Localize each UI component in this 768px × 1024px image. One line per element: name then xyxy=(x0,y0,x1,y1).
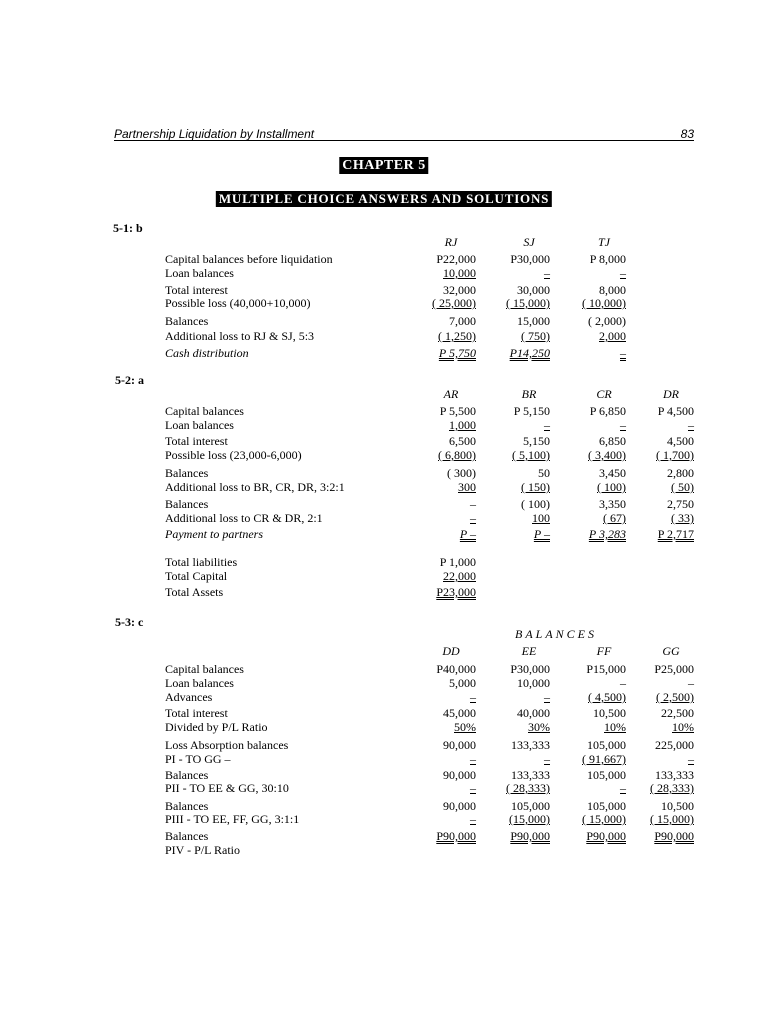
cell: P30,000 xyxy=(510,662,550,676)
cell: ( 15,000) xyxy=(582,812,626,826)
cell: P – xyxy=(459,527,476,541)
cell: ( 750) xyxy=(521,329,550,343)
cell: – xyxy=(470,497,476,511)
cell: 15,000 xyxy=(517,314,550,328)
cell: 105,000 xyxy=(587,768,626,782)
row-label: PIV - P/L Ratio xyxy=(165,843,241,857)
cell: ( 300) xyxy=(447,466,476,480)
cell: P 5,750 xyxy=(438,346,476,360)
column-header: AR xyxy=(443,387,459,401)
cell: 2,750 xyxy=(667,497,694,511)
cell: 133,333 xyxy=(511,768,550,782)
row-label: Loan balances xyxy=(165,676,234,690)
cell: ( 1,250) xyxy=(438,329,476,343)
cell: P 5,500 xyxy=(439,404,476,418)
cell: P90,000 xyxy=(654,829,694,843)
cell: – xyxy=(688,418,694,432)
cell: 2,800 xyxy=(667,466,694,480)
total-label: Total Capital xyxy=(165,569,228,583)
cell: 45,000 xyxy=(443,706,476,720)
cell: ( 100) xyxy=(597,480,626,494)
section-title: MULTIPLE CHOICE ANSWERS AND SOLUTIONS xyxy=(216,191,552,207)
row-label: PII - TO EE & GG, 30:10 xyxy=(165,781,289,795)
cell: P 8,000 xyxy=(589,252,626,266)
row-label: Balances xyxy=(165,497,209,511)
cell: 5,150 xyxy=(523,434,550,448)
cell: ( 3,400) xyxy=(588,448,626,462)
cell: 50 xyxy=(538,466,550,480)
column-header: DD xyxy=(442,644,460,658)
cell: P 3,283 xyxy=(588,527,626,541)
cell: 30,000 xyxy=(517,283,550,297)
column-header: TJ xyxy=(598,235,610,249)
cell: ( 150) xyxy=(521,480,550,494)
cell: – xyxy=(620,346,626,360)
cell: ( 28,333) xyxy=(506,781,550,795)
cell: P30,000 xyxy=(510,252,550,266)
cell: 10,000 xyxy=(443,266,476,280)
cell: 6,850 xyxy=(599,434,626,448)
cell: 10,500 xyxy=(661,799,694,813)
cell: 105,000 xyxy=(587,799,626,813)
problem-5-1-id: 5-1: b xyxy=(113,221,143,235)
cell: 7,000 xyxy=(449,314,476,328)
row-label: Total interest xyxy=(165,283,228,297)
row-label: Balances xyxy=(165,829,209,843)
cell: – xyxy=(544,690,550,704)
problem-5-2-id: 5-2: a xyxy=(115,373,144,387)
cell: – xyxy=(470,690,476,704)
row-label: Divided by P/L Ratio xyxy=(165,720,268,734)
column-header: RJ xyxy=(444,235,458,249)
cell: 3,350 xyxy=(599,497,626,511)
cell: ( 6,800) xyxy=(438,448,476,462)
cell: ( 15,000) xyxy=(506,296,550,310)
row-label: Total interest xyxy=(165,434,228,448)
cell: 10% xyxy=(672,720,694,734)
page-number: 83 xyxy=(680,127,694,141)
cell: 50% xyxy=(454,720,476,734)
column-header: BR xyxy=(521,387,537,401)
row-label: Loss Absorption balances xyxy=(165,738,289,752)
column-header: EE xyxy=(521,644,537,658)
cell: ( 2,500) xyxy=(656,690,694,704)
cell: 32,000 xyxy=(443,283,476,297)
cell: ( 10,000) xyxy=(582,296,626,310)
cell: 22,500 xyxy=(661,706,694,720)
row-label: PIII - TO EE, FF, GG, 3:1:1 xyxy=(165,812,300,826)
cell: 90,000 xyxy=(443,799,476,813)
row-label: Possible loss (40,000+10,000) xyxy=(165,296,311,310)
cell: ( 100) xyxy=(521,497,550,511)
row-label: Total interest xyxy=(165,706,228,720)
total-value: 22,000 xyxy=(443,569,476,583)
cell: – xyxy=(470,511,476,525)
row-label: Balances xyxy=(165,314,209,328)
cell: P90,000 xyxy=(586,829,626,843)
cell: ( 25,000) xyxy=(432,296,476,310)
cell: 6,500 xyxy=(449,434,476,448)
column-header: FF xyxy=(596,644,612,658)
cell: 225,000 xyxy=(655,738,694,752)
total-label: Total Assets xyxy=(165,585,224,599)
header-rule xyxy=(114,140,694,141)
cell: – xyxy=(544,266,550,280)
cell: P15,000 xyxy=(586,662,626,676)
row-label: Advances xyxy=(165,690,213,704)
cell: ( 50) xyxy=(671,480,694,494)
row-label: Additional loss to BR, CR, DR, 3:2:1 xyxy=(165,480,345,494)
cell: – xyxy=(620,781,626,795)
cell: – xyxy=(470,812,476,826)
cell: 8,000 xyxy=(599,283,626,297)
total-value: P 1,000 xyxy=(439,555,476,569)
cell: – xyxy=(620,676,626,690)
cell: P 5,150 xyxy=(513,404,550,418)
row-label: Additional loss to RJ & SJ, 5:3 xyxy=(165,329,315,343)
cell: P 4,500 xyxy=(657,404,694,418)
cell: 10,500 xyxy=(593,706,626,720)
cell: 90,000 xyxy=(443,768,476,782)
column-header: CR xyxy=(596,387,612,401)
total-label: Total liabilities xyxy=(165,555,238,569)
cell: ( 2,000) xyxy=(588,314,626,328)
cell: 4,500 xyxy=(667,434,694,448)
column-header: DR xyxy=(663,387,679,401)
cell: – xyxy=(688,676,694,690)
problem-5-3-id: 5-3: c xyxy=(115,615,144,629)
cell: P40,000 xyxy=(436,662,476,676)
cell: ( 4,500) xyxy=(588,690,626,704)
cell: ( 1,700) xyxy=(656,448,694,462)
cell: 90,000 xyxy=(443,738,476,752)
row-label: Cash distribution xyxy=(165,346,249,360)
cell: 30% xyxy=(528,720,550,734)
cell: 300 xyxy=(458,480,476,494)
cell: ( 15,000) xyxy=(650,812,694,826)
cell: ( 67) xyxy=(603,511,626,525)
row-label: Capital balances before liquidation xyxy=(165,252,333,266)
cell: – xyxy=(620,266,626,280)
cell: P90,000 xyxy=(436,829,476,843)
cell: – xyxy=(544,752,550,766)
cell: – xyxy=(620,418,626,432)
cell: P25,000 xyxy=(654,662,694,676)
cell: P90,000 xyxy=(510,829,550,843)
cell: 105,000 xyxy=(587,738,626,752)
cell: 100 xyxy=(532,511,550,525)
row-label: Capital balances xyxy=(165,662,244,676)
cell: 105,000 xyxy=(511,799,550,813)
cell: 40,000 xyxy=(517,706,550,720)
cell: (15,000) xyxy=(509,812,550,826)
cell: ( 33) xyxy=(671,511,694,525)
cell: 10% xyxy=(604,720,626,734)
total-value: P23,000 xyxy=(436,585,476,599)
row-label: Balances xyxy=(165,768,209,782)
row-label: Loan balances xyxy=(165,266,234,280)
cell: P22,000 xyxy=(436,252,476,266)
cell: 5,000 xyxy=(449,676,476,690)
row-label: Additional loss to CR & DR, 2:1 xyxy=(165,511,323,525)
cell: 133,333 xyxy=(511,738,550,752)
cell: 133,333 xyxy=(655,768,694,782)
row-label: Loan balances xyxy=(165,418,234,432)
cell: – xyxy=(470,781,476,795)
chapter-title: CHAPTER 5 xyxy=(339,157,428,174)
balances-heading: BALANCES xyxy=(515,627,598,641)
cell: – xyxy=(688,752,694,766)
cell: ( 91,667) xyxy=(582,752,626,766)
row-label: Possible loss (23,000-6,000) xyxy=(165,448,302,462)
cell: ( 28,333) xyxy=(650,781,694,795)
cell: 1,000 xyxy=(449,418,476,432)
row-label: PI - TO GG – xyxy=(165,752,231,766)
cell: – xyxy=(544,418,550,432)
cell: 2,000 xyxy=(599,329,626,343)
row-label: Payment to partners xyxy=(165,527,263,541)
column-header: SJ xyxy=(523,235,535,249)
cell: – xyxy=(470,752,476,766)
cell: ( 5,100) xyxy=(512,448,550,462)
column-header: GG xyxy=(662,644,680,658)
row-label: Capital balances xyxy=(165,404,244,418)
row-label: Balances xyxy=(165,799,209,813)
cell: P – xyxy=(533,527,550,541)
cell: 3,450 xyxy=(599,466,626,480)
running-header-title: Partnership Liquidation by Installment xyxy=(114,127,315,141)
cell: P14,250 xyxy=(509,346,550,360)
row-label: Balances xyxy=(165,466,209,480)
cell: P 2,717 xyxy=(657,527,694,541)
cell: P 6,850 xyxy=(589,404,626,418)
cell: 10,000 xyxy=(517,676,550,690)
